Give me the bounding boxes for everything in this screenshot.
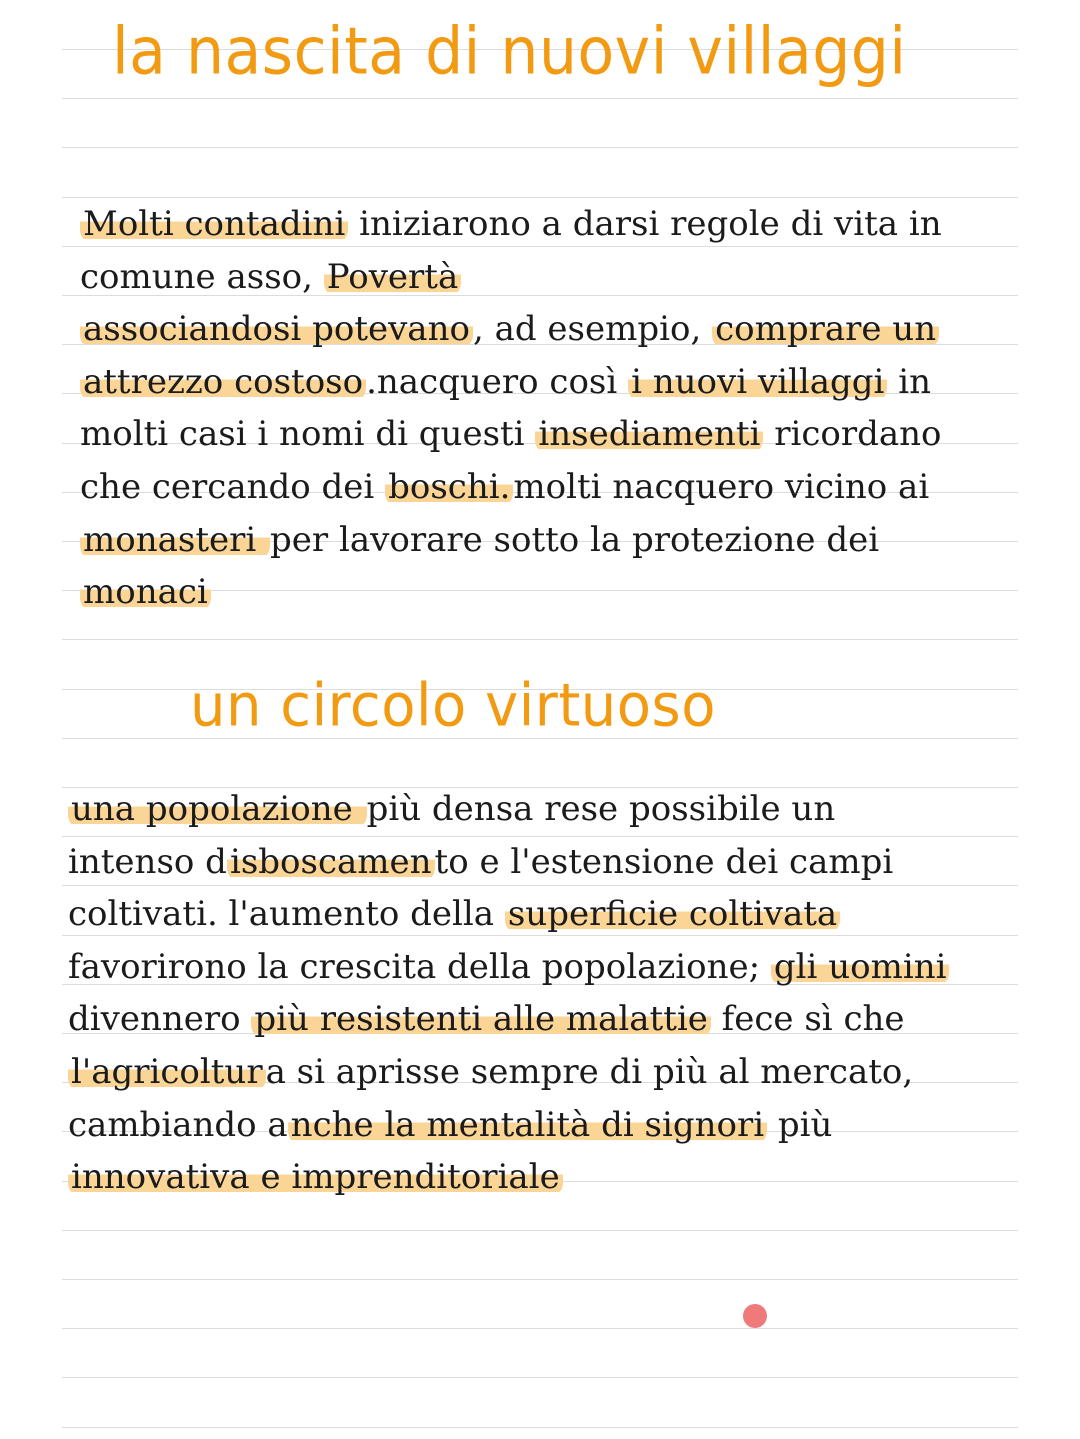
body-text: molti casi i nomi di questi [80, 414, 536, 455]
body-text: cambiando a [68, 1104, 288, 1145]
body-text: fece sì che [710, 999, 905, 1040]
highlighted-text: isboscamen [227, 842, 435, 882]
text-line [68, 888, 1068, 941]
highlighted-text: associandosi potevano [80, 309, 473, 349]
heading-villaggi: la nascita di nuovi villaggi [112, 14, 907, 90]
body-text: coltivati. l'aumento della [68, 894, 505, 935]
highlighted-text: innovativa e imprenditoriale [68, 1157, 563, 1197]
text-line [80, 461, 1060, 514]
ruled-line [62, 147, 1018, 148]
text-line [68, 941, 1068, 994]
text-line [80, 198, 1060, 251]
text-line [68, 1046, 1068, 1099]
highlighted-text: superficie coltivata [505, 894, 840, 934]
highlighted-text: Molti contadini [80, 204, 348, 244]
highlighted-text: i nuovi villaggi [628, 362, 887, 402]
highlighted-text: comprare un [712, 309, 939, 349]
highlighted-text: nche la mentalità di signori [288, 1105, 767, 1145]
body-text: iniziarono a darsi regole di vita in [348, 204, 942, 244]
ruled-line [62, 98, 1018, 99]
highlighted-text: più resistenti alle malattie [251, 999, 710, 1039]
heading-circolo: un circolo virtuoso [190, 672, 716, 741]
body-text: più [767, 1104, 833, 1145]
text-line [68, 783, 1068, 836]
red-dot-marker [743, 1304, 767, 1328]
highlighted-text: una popolazione [68, 789, 367, 829]
text-line [80, 303, 1060, 356]
text-line [80, 514, 1060, 567]
text-line [68, 1099, 1068, 1152]
highlighted-text: attrezzo costoso [80, 362, 366, 402]
body-text: a si aprisse sempre di più al mercato, [265, 1051, 914, 1092]
highlighted-text: monaci [80, 572, 211, 612]
ruled-line [62, 639, 1018, 640]
text-line [80, 408, 1060, 461]
text-line [68, 1151, 1068, 1204]
text-line [80, 566, 1060, 619]
body-text: ricordano [763, 414, 942, 455]
body-text: .nacquero così [366, 361, 629, 402]
text-line [68, 993, 1068, 1046]
text-line [80, 251, 1060, 304]
paragraph-circolo [68, 783, 1068, 1204]
body-text: in [887, 361, 932, 402]
highlighted-text: l'agricoltur [68, 1052, 266, 1092]
body-text: intenso d [68, 841, 227, 882]
text-line [68, 836, 1068, 889]
body-text: che cercando dei [80, 466, 386, 507]
body-text: to e l'estensione dei campi [434, 841, 894, 882]
highlighted-text: monasteri [80, 520, 270, 560]
text-line [80, 356, 1060, 409]
ruled-line [62, 1328, 1018, 1329]
body-text: per lavorare sotto la protezione dei [270, 519, 880, 560]
body-text: divennero [68, 999, 252, 1040]
highlighted-text: Povertà [324, 257, 461, 297]
body-text: più densa rese possibile un [366, 789, 836, 829]
highlighted-text: boschi. [385, 467, 513, 507]
body-text: , ad esempio, [472, 309, 713, 350]
highlighted-text: gli uomini [771, 947, 950, 987]
body-text: molti nacquero vicino ai [513, 466, 930, 507]
ruled-line [62, 1427, 1018, 1428]
body-text: comune asso, [80, 256, 324, 297]
highlighted-text: insediamenti [535, 414, 763, 454]
paragraph-villaggi [80, 198, 1060, 619]
ruled-line [62, 1279, 1018, 1280]
body-text: favorirono la crescita della popolazione; [68, 946, 771, 987]
ruled-line [62, 1377, 1018, 1378]
ruled-line [62, 1230, 1018, 1231]
